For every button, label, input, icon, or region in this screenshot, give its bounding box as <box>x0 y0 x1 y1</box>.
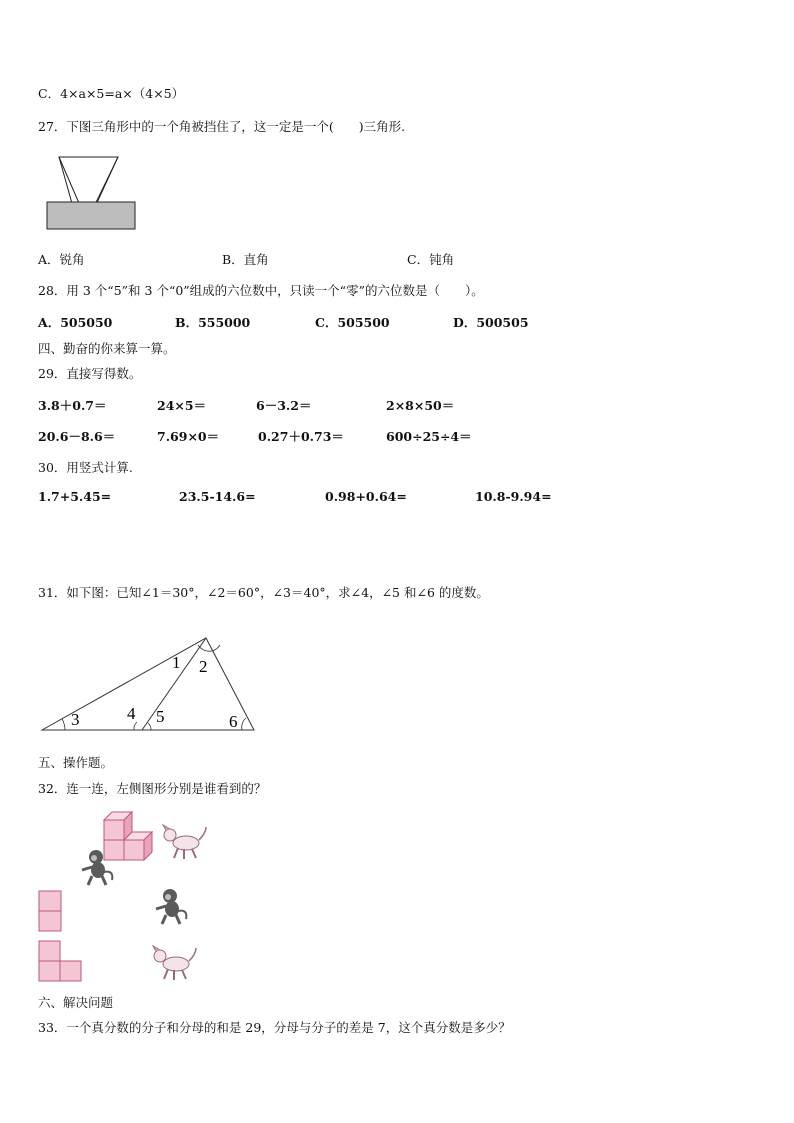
q29-r1-c2: 24×5＝ <box>157 398 207 413</box>
q27-option-b[interactable]: B．直角 <box>222 252 269 267</box>
q27-triangle-figure <box>45 155 145 235</box>
q29-r2-c1: 20.6－8.6＝ <box>38 429 116 444</box>
inner-segment <box>142 638 206 730</box>
q29-r2-c3: 0.27＋0.73＝ <box>258 429 344 444</box>
q30-item-3: 0.98+0.64= <box>325 489 407 504</box>
q29-r2-c4: 600÷25÷4＝ <box>386 429 472 444</box>
q26-option-c: C．4×a×5=a×（4×5） <box>38 86 185 101</box>
q27-option-c[interactable]: C．钝角 <box>407 252 455 267</box>
q29-r1-c3: 6－3.2＝ <box>256 398 312 413</box>
angle-label-4: 4 <box>127 704 136 723</box>
dog-icon-2 <box>150 944 200 982</box>
angle-label-3: 3 <box>71 710 80 729</box>
q28-option-a[interactable]: A．505050 <box>38 315 113 330</box>
q30-item-1: 1.7+5.45= <box>38 489 112 504</box>
view-shape-2 <box>38 940 86 984</box>
q29-r2-c2: 7.69×0＝ <box>157 429 220 444</box>
q31-stem: 31．如下图：已知∠1＝30°，∠2＝60°，∠3＝40°，求∠4，∠5 和∠6 的度数。 <box>38 585 489 600</box>
angle-label-6: 6 <box>229 712 238 731</box>
q29-r1-c1: 3.8＋0.7＝ <box>38 398 107 413</box>
q33-stem: 33．一个真分数的分子和分母的和是 29，分母与分子的差是 7，这个真分数是多少？ <box>38 1020 511 1035</box>
q27-stem: 27．下图三角形中的一个角被挡住了，这一定是一个( )三角形. <box>38 119 406 134</box>
q28-option-d[interactable]: D．500505 <box>453 315 529 330</box>
dog-icon <box>160 823 210 861</box>
angle-label-2: 2 <box>199 657 208 676</box>
q30-item-4: 10.8-9.94= <box>475 489 552 504</box>
q29-stem: 29．直接写得数。 <box>38 366 142 381</box>
q28-stem: 28．用 3 个“5”和 3 个“0”组成的六位数中，只读一个“零”的六位数是（ ）。 <box>38 283 484 298</box>
q32-stem: 32．连一连，左侧图形分别是谁看到的？ <box>38 781 267 796</box>
angle-label-5: 5 <box>156 707 165 726</box>
q29-r1-c4: 2×8×50＝ <box>386 398 455 413</box>
section-4-title: 四、勤奋的你来算一算。 <box>38 341 176 356</box>
q30-item-2: 23.5-14.6= <box>179 489 256 504</box>
q31-triangle-figure <box>38 633 268 738</box>
section-5-title: 五、操作题。 <box>38 755 114 770</box>
q28-option-b[interactable]: B．555000 <box>175 315 251 330</box>
triangle-outline <box>59 157 118 207</box>
view-shape-1 <box>38 890 64 934</box>
q28-option-c[interactable]: C．505500 <box>315 315 390 330</box>
monkey-icon-2 <box>152 887 192 927</box>
covering-box <box>47 202 135 229</box>
q27-option-a[interactable]: A．锐角 <box>38 252 85 267</box>
angle-label-1: 1 <box>172 653 181 672</box>
monkey-icon <box>78 848 118 888</box>
section-6-title: 六、解决问题 <box>38 995 114 1010</box>
q30-stem: 30．用竖式计算. <box>38 460 133 475</box>
